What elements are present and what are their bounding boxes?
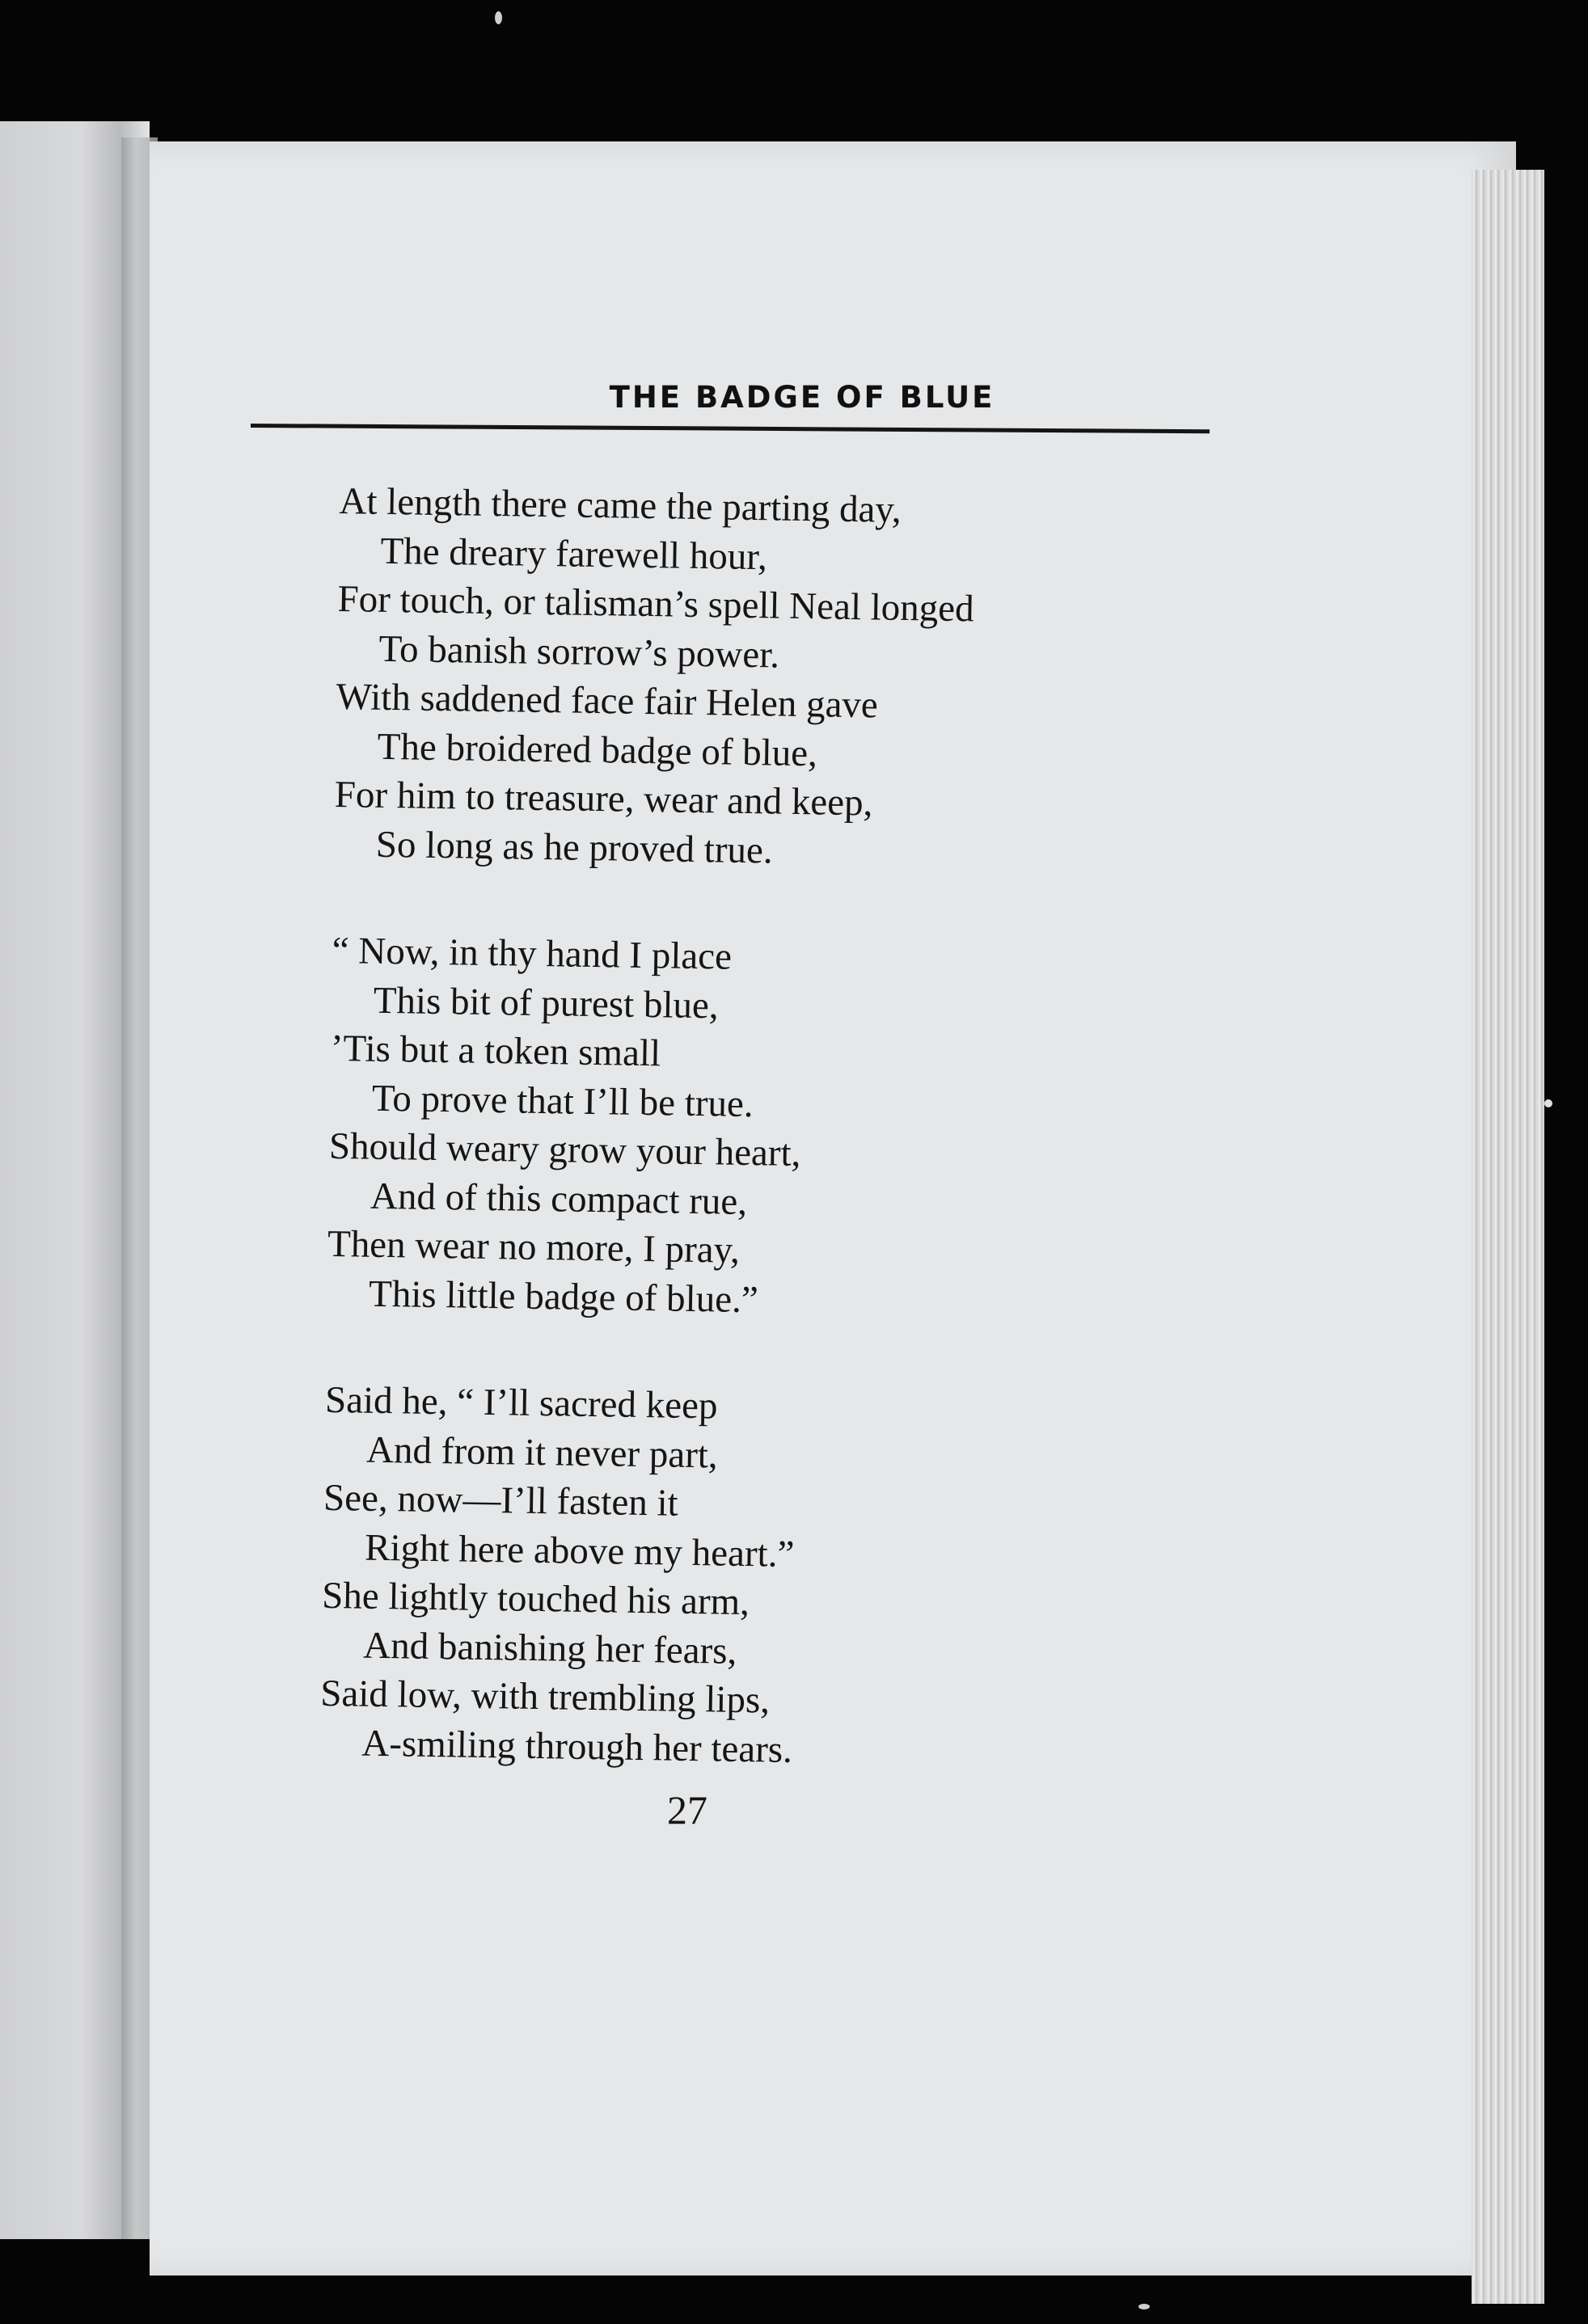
poem-line: With saddened face fair Helen gave (336, 675, 879, 727)
dust-speck (495, 11, 502, 24)
poem-line: Should weary grow your heart, (328, 1124, 801, 1175)
poem-line: And from it never part, (365, 1428, 719, 1476)
stanza (319, 1376, 1214, 1781)
poem-line: For touch, or talisman’s spell Neal longed (337, 577, 975, 631)
dust-speck (1544, 1099, 1552, 1107)
page-stack-edge (1472, 170, 1544, 2304)
poem-line: Said low, with trembling lips, (319, 1672, 771, 1722)
poem-line: A-smiling through her tears. (361, 1722, 793, 1771)
poem-line: The broidered badge of blue, (377, 725, 818, 774)
poem-line: Right here above my heart.” (364, 1526, 795, 1575)
poem-line: And of this compact rue, (370, 1175, 748, 1223)
poem-line: The dreary farewell hour, (380, 529, 768, 578)
poem-line: So long as he proved true. (375, 823, 774, 871)
poem-line: See, now—I’ll fasten it (323, 1476, 679, 1525)
poem-body (319, 477, 1229, 1839)
stanza (327, 926, 1222, 1331)
poem-line: For him to treasure, wear and keep, (334, 773, 873, 825)
poem-line: This bit of purest blue, (373, 979, 720, 1027)
poem-line: To prove that I’ll be true. (371, 1077, 754, 1125)
running-head: THE BADGE OF BLUE (609, 380, 995, 415)
poem-line: “ Now, in thy hand I place (332, 929, 733, 978)
poem-line: And banishing her fears, (362, 1624, 737, 1672)
poem-line: ’Tis but a token small (330, 1027, 661, 1075)
poem-line: She lightly touched his arm, (321, 1574, 750, 1624)
poem-line: To banish sorrow’s power. (378, 627, 780, 677)
page-number: 27 (667, 1787, 707, 1833)
poem-line: Then wear no more, I pray, (327, 1222, 741, 1272)
stanza (333, 477, 1228, 882)
poem-line: This little badge of blue.” (368, 1272, 759, 1321)
poem-line: At length there came the parting day, (339, 479, 902, 531)
dust-speck (1138, 2304, 1150, 2309)
poem-line: Said he, “ I’ll sacred keep (324, 1378, 718, 1428)
